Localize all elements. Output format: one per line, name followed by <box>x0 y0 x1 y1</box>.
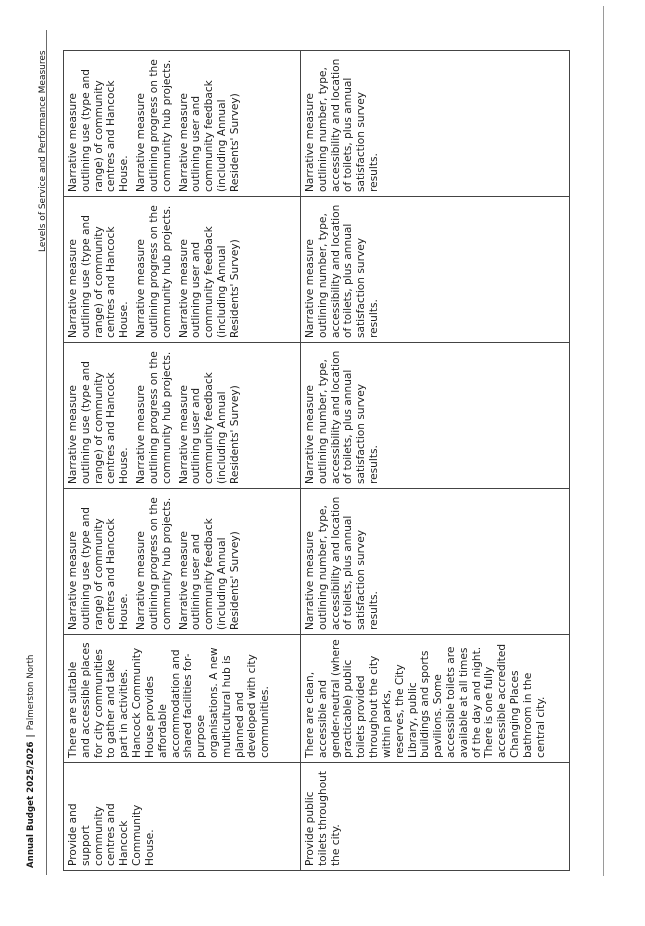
header-rule <box>46 30 47 875</box>
measure-text: Narrative measure outlining progress on the community hub projects. <box>135 59 173 192</box>
document-title: Annual Budget 2025/2026 <box>26 741 36 868</box>
section-title: Levels of Service and Performance Measures <box>38 50 48 252</box>
measure-text: Narrative measure outlining use (type and range) of community centres and Hancock House. <box>67 507 131 630</box>
measure-text: Narrative measure outlining progress on the community hub projects. <box>135 205 173 338</box>
description-cell: There are suitable and accessible places for city communities to gather and take part in activities. Hancock Community House provides affordable accommodation and shared facilities for-purpose organisations. A new multicultural hub is planned and developed with city communities. <box>64 635 301 763</box>
measure-cell <box>301 489 570 635</box>
measure-text: Narrative measure outlining number, type, accessibility and location of toilets, plus annual satisfaction survey results. <box>304 58 381 192</box>
measure-cell <box>301 343 570 489</box>
table-row <box>301 51 570 871</box>
measure-text: Narrative measure outlining user and community feedback (including Annual Residents' Survey) <box>177 80 241 192</box>
organisation-name: Palmerston North <box>26 654 36 731</box>
measure-cell <box>64 343 301 489</box>
measure-cell <box>64 197 301 343</box>
measure-cell <box>301 197 570 343</box>
measure-text: Narrative measure outlining use (type and range) of community centres and Hancock House. <box>67 215 131 338</box>
description-cell: There are clean, accessible and gender-neutral (where practicable) public toilets provided throughout the city within parks, reserves, the City Library, public buildings and sports pavilions. Some accessible toilets are available at all times of the day and night. There is one fully accessible accredited Changing Places bathroom in the central city. <box>301 635 570 763</box>
measure-text: Narrative measure outlining user and community feedback (including Annual Residents' Survey) <box>177 518 241 630</box>
measure-text: Narrative measure outlining user and community feedback (including Annual Residents' Survey) <box>177 226 241 338</box>
header-separator: | <box>26 734 36 738</box>
service-cell: Provide and support community centres and Hancock Community House. <box>64 763 301 871</box>
running-header-left <box>26 654 36 868</box>
measure-cell <box>64 51 301 197</box>
measure-text: Narrative measure outlining number, type, accessibility and location of toilets, plus annual satisfaction survey results. <box>304 350 381 484</box>
measure-text: Narrative measure outlining number, type, accessibility and location of toilets, plus annual satisfaction survey results. <box>304 204 381 338</box>
measure-cell <box>64 489 301 635</box>
measure-text: Narrative measure outlining use (type and range) of community centres and Hancock House. <box>67 69 131 192</box>
measure-cell <box>301 51 570 197</box>
margin-rule <box>603 6 604 876</box>
measure-text: Narrative measure outlining number, type, accessibility and location of toilets, plus annual satisfaction survey results. <box>304 496 381 630</box>
measure-text: Narrative measure outlining use (type and range) of community centres and Hancock House. <box>67 361 131 484</box>
performance-measures-table <box>63 50 570 871</box>
performance-measures-table-wrapper <box>63 51 569 871</box>
measure-text: Narrative measure outlining progress on the community hub projects. <box>135 497 173 630</box>
service-cell: Provide public toilets throughout the city. <box>301 763 570 871</box>
table-row <box>64 51 301 871</box>
measure-text: Narrative measure outlining progress on the community hub projects. <box>135 351 173 484</box>
measure-text: Narrative measure outlining user and community feedback (including Annual Residents' Survey) <box>177 372 241 484</box>
